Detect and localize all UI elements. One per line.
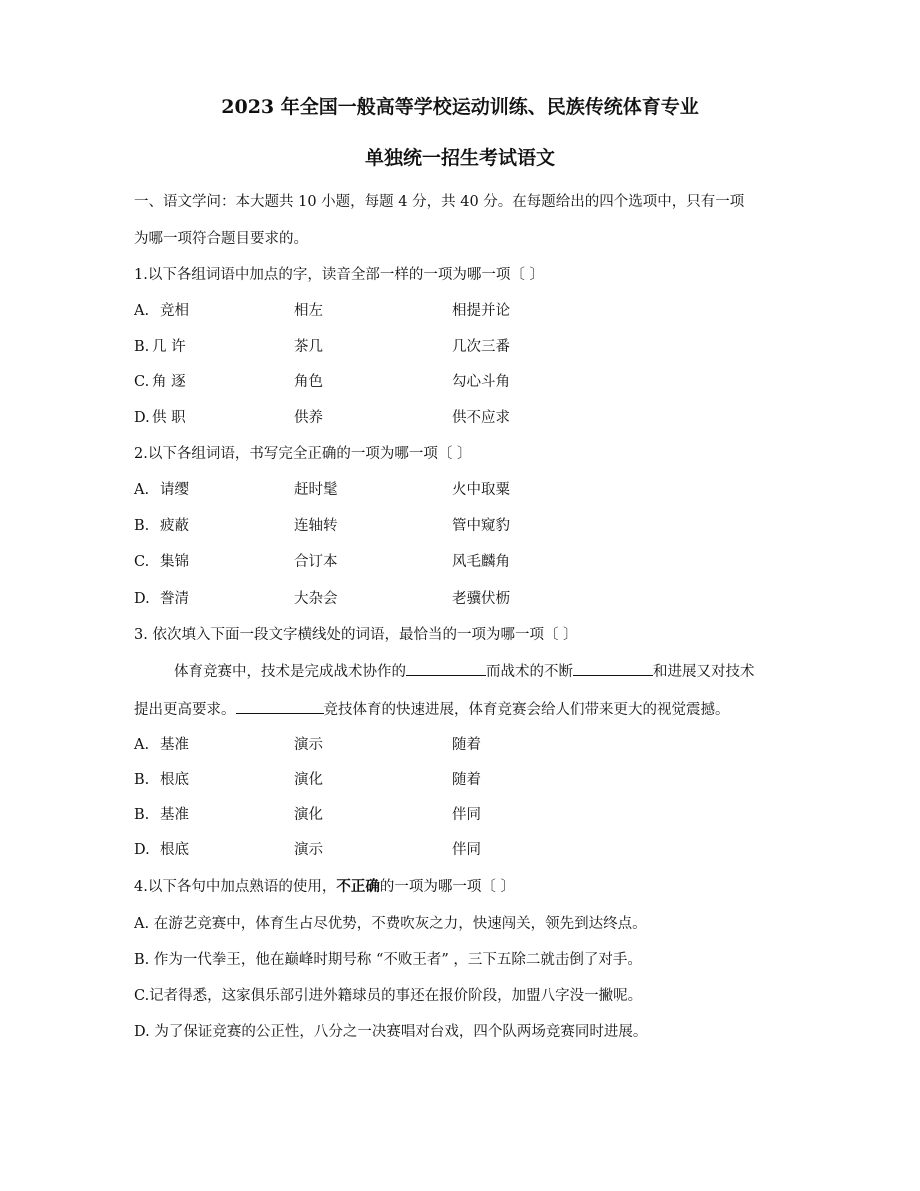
option-word-2: 供养 <box>294 410 323 426</box>
option-word-1: 誊清 <box>160 591 189 607</box>
option-word-1: 请缨 <box>160 482 189 498</box>
q3-passage-line1 <box>174 661 794 682</box>
fill-blank-1 <box>406 661 486 676</box>
q4-option-b: B. 作为一代拳王，他在巅峰时期号称 “不败王者” ，三下五除二就击倒了对手。 <box>134 952 642 968</box>
option-label: D. <box>134 410 150 426</box>
option-word-2: 演化 <box>294 772 323 788</box>
passage-text: 提出更高要求。 <box>134 702 236 718</box>
q3-stem: 3. 依次填入下面一段文字横线处的词语，最恰当的一项为哪一项〔 〕 <box>134 627 578 643</box>
option-word-2: 连轴转 <box>294 518 338 534</box>
option-word-3: 老骥伏枥 <box>452 591 510 607</box>
option-label: B. <box>134 772 150 788</box>
option-word-3: 随着 <box>452 772 481 788</box>
option-word-2: 角色 <box>294 374 323 390</box>
option-word-3: 随着 <box>452 737 481 753</box>
fill-blank-2 <box>573 661 653 676</box>
q2-stem: 2.以下各组词语，书写完全正确的一项为哪一项〔 〕 <box>134 446 472 462</box>
option-word-3: 几次三番 <box>452 339 510 355</box>
option-label: C. <box>134 374 150 390</box>
option-word-3: 勾心斗角 <box>452 374 510 390</box>
stem-text: 4.以下各句中加点熟语的使用， <box>134 879 337 895</box>
stem-emphasis: 不正确 <box>336 878 380 895</box>
option-word-3: 伴同 <box>452 807 481 823</box>
option-word-3: 风毛麟角 <box>452 554 510 570</box>
option-word-3: 相提并论 <box>452 303 510 319</box>
option-label: A. <box>134 737 150 753</box>
option-label: A. <box>134 482 150 498</box>
section1-intro-line2: 为哪一项符合题目要求的。 <box>134 231 308 247</box>
option-word-1: 几 许 <box>152 339 186 355</box>
q4-option-d: D. 为了保证竞赛的公正性，八分之一决赛唱对台戏，四个队两场竞赛同时进展。 <box>134 1024 648 1040</box>
passage-text: 竞技体育的快速进展，体育竞赛会给人们带来更大的视觉震撼。 <box>323 702 730 718</box>
option-word-1: 竞相 <box>160 303 189 319</box>
option-word-1: 供 职 <box>152 410 186 426</box>
option-word-2: 相左 <box>294 303 323 319</box>
option-word-2: 大杂会 <box>294 591 338 607</box>
option-word-2: 茶几 <box>294 339 323 355</box>
option-word-1: 角 逐 <box>152 374 186 390</box>
q4-option-c: C.记者得悉，这家俱乐部引进外籍球员的事还在报价阶段，加盟八字没一撇呢。 <box>134 988 643 1004</box>
option-word-2: 赶时髦 <box>294 482 338 498</box>
option-word-1: 根底 <box>160 772 189 788</box>
option-label: B. <box>134 807 150 823</box>
q3-passage-line2 <box>134 699 794 720</box>
option-word-1: 疲蔽 <box>160 518 189 534</box>
option-word-1: 集锦 <box>160 554 189 570</box>
option-word-2: 演化 <box>294 807 323 823</box>
passage-text: 体育竞赛中，技术是完成战术协作的 <box>174 664 406 680</box>
option-word-3: 管中窥豹 <box>452 518 510 534</box>
exam-title-line2: 单独统一招生考试语文 <box>364 147 555 169</box>
option-label: A. <box>134 303 150 319</box>
option-word-2: 合订本 <box>294 554 338 570</box>
fill-blank-3 <box>236 699 324 714</box>
option-word-2: 演示 <box>294 842 323 858</box>
option-label: D. <box>134 842 150 858</box>
section1-intro-line1: 一、语文学问：本大题共 10 小题，每题 4 分，共 40 分。在每题给出的四个选项中，只有一项 <box>134 194 745 210</box>
option-word-3: 伴同 <box>452 842 481 858</box>
q4-option-a: A. 在游艺竞赛中，体育生占尽优势，不费吹灰之力，快速闯关，领先到达终点。 <box>134 916 647 932</box>
passage-text: 而战术的不断 <box>486 664 573 680</box>
option-label: B. <box>134 339 150 355</box>
q4-stem <box>134 877 794 897</box>
stem-text: 的一项为哪一项〔 〕 <box>379 879 515 895</box>
passage-text: 和进展又对技术 <box>653 664 755 680</box>
exam-title-line1: 2023 年全国一般高等学校运动训练、民族传统体育专业 <box>221 96 699 118</box>
option-word-1: 基准 <box>160 807 189 823</box>
option-word-3: 供不应求 <box>452 410 510 426</box>
option-label: C. <box>134 554 150 570</box>
option-label: B. <box>134 518 150 534</box>
option-word-2: 演示 <box>294 737 323 753</box>
option-word-3: 火中取粟 <box>452 482 510 498</box>
option-label: D. <box>134 591 150 607</box>
option-word-1: 根底 <box>160 842 189 858</box>
option-word-1: 基准 <box>160 737 189 753</box>
q1-stem: 1.以下各组词语中加点的字，读音全部一样的一项为哪一项〔 〕 <box>134 267 544 283</box>
